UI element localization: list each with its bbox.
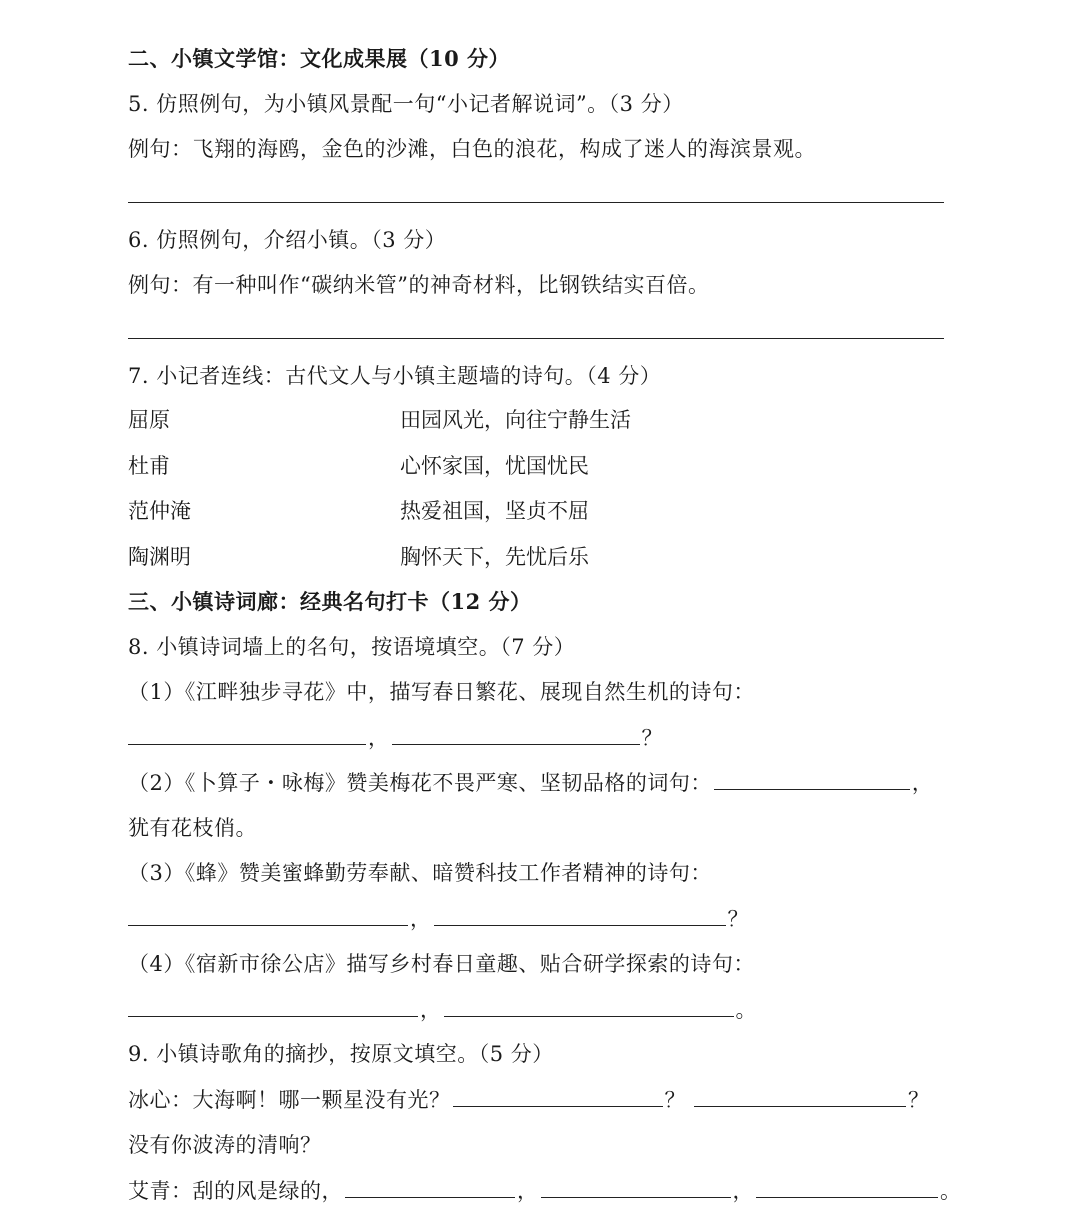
question-mark: ？ xyxy=(664,1088,686,1112)
q8-part1-prompt: （1）《江畔独步寻花》中，描写春日繁花、展现自然生机的诗句： xyxy=(128,680,755,704)
q5-example: 例句：飞翔的海鸥，金色的沙滩，白色的浪花，构成了迷人的海滨景观。 xyxy=(128,137,816,161)
q9-aiqing-blank-3[interactable] xyxy=(756,1175,938,1198)
q7-theme[interactable]: 心怀家国，忧国忧民 xyxy=(400,454,589,478)
q8-part4-blank-2[interactable] xyxy=(444,994,734,1017)
q8-part1-blank-2[interactable] xyxy=(392,722,640,745)
section-heading-2: 二、小镇文学馆：文化成果展（10 分） xyxy=(128,46,511,71)
q7-prompt: 7. 小记者连线：古代文人与小镇主题墙的诗句。（4 分） xyxy=(128,364,662,388)
q9-bingxin-text: 冰心：大海啊！哪一颗星没有光？ xyxy=(128,1088,451,1112)
q8-part2-blank[interactable] xyxy=(714,767,910,790)
q8-part4-answer-row xyxy=(128,994,757,1025)
q9-aiqing-row xyxy=(128,1175,962,1206)
comma: ， xyxy=(368,726,390,750)
q7-person[interactable]: 杜甫 xyxy=(128,454,170,478)
q8-part3-blank-2[interactable] xyxy=(434,903,726,926)
q7-theme[interactable]: 田园风光，向往宁静生活 xyxy=(400,408,631,432)
q7-person[interactable]: 屈原 xyxy=(128,408,170,432)
q8-part2-prompt: （2）《卜算子・咏梅》赞美梅花不畏严寒、坚韧品格的词句： xyxy=(128,771,712,795)
q8-prompt: 8. 小镇诗词墙上的名句，按语境填空。（7 分） xyxy=(128,635,576,659)
q7-theme[interactable]: 胸怀天下，先忧后乐 xyxy=(400,545,589,569)
q5-prompt: 5. 仿照例句，为小镇风景配一句“小记者解说词”。（3 分） xyxy=(128,92,684,116)
q6-prompt: 6. 仿照例句，介绍小镇。（3 分） xyxy=(128,228,447,252)
q8-part1-blank-1[interactable] xyxy=(128,722,366,745)
q5-answer-line[interactable] xyxy=(128,202,944,203)
q8-part3-answer-row xyxy=(128,903,749,934)
comma: ， xyxy=(732,1179,754,1203)
q9-aiqing-blank-2[interactable] xyxy=(541,1175,731,1198)
q7-person[interactable]: 范仲淹 xyxy=(128,499,191,523)
q9-prompt: 9. 小镇诗歌角的摘抄，按原文填空。（5 分） xyxy=(128,1042,554,1066)
q8-part4-blank-1[interactable] xyxy=(128,994,418,1017)
question-mark: ？ xyxy=(727,907,749,931)
comma: ， xyxy=(911,771,934,795)
q7-theme[interactable]: 热爱祖国，坚贞不屈 xyxy=(400,499,589,523)
q8-part4-prompt: （4）《宿新市徐公店》描写乡村春日童趣、贴合研学探索的诗句： xyxy=(128,952,755,976)
period: 。 xyxy=(940,1179,962,1203)
q7-person[interactable]: 陶渊明 xyxy=(128,545,191,569)
question-mark: ？ xyxy=(641,726,663,750)
q9-bingxin-row xyxy=(128,1084,930,1115)
question-mark: ？ xyxy=(908,1088,930,1112)
q9-bingxin-blank-1[interactable] xyxy=(453,1084,663,1107)
q8-part2-row xyxy=(128,767,933,798)
q6-answer-line[interactable] xyxy=(128,338,944,339)
comma: ， xyxy=(410,907,432,931)
comma: ， xyxy=(420,998,442,1022)
q9-bingxin-blank-2[interactable] xyxy=(694,1084,906,1107)
q9-aiqing-text: 艾青：刮的风是绿的， xyxy=(128,1179,343,1203)
section-heading-3: 三、小镇诗词廊：经典名句打卡（12 分） xyxy=(128,589,532,614)
comma: ， xyxy=(517,1179,539,1203)
q8-part1-answer-row xyxy=(128,722,663,753)
q6-example: 例句：有一种叫作“碳纳米管”的神奇材料，比钢铁结实百倍。 xyxy=(128,273,710,297)
q9-bingxin-tail: 没有你波涛的清响？ xyxy=(128,1133,322,1157)
q8-part2-tail: 犹有花枝俏。 xyxy=(128,816,257,840)
q8-part3-blank-1[interactable] xyxy=(128,903,408,926)
q8-part3-prompt: （3）《蜂》赞美蜜蜂勤劳奉献、暗赞科技工作者精神的诗句： xyxy=(128,861,712,885)
q9-aiqing-blank-1[interactable] xyxy=(345,1175,515,1198)
period: 。 xyxy=(735,998,757,1022)
